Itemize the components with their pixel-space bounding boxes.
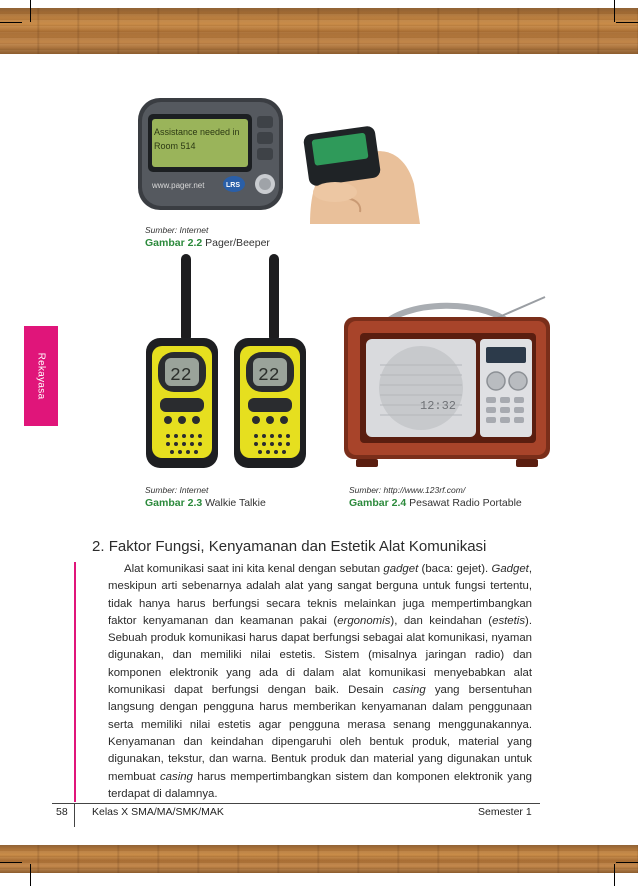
figure-2-3-caption (145, 497, 266, 509)
pager-photo (130, 92, 420, 224)
crop-mark (30, 864, 31, 886)
figure-2-2-caption (145, 237, 270, 249)
pager-url: www.pager.net (152, 181, 205, 190)
section-number: 2. (92, 538, 105, 555)
section-heading (92, 538, 486, 555)
body-paragraph: Alat komunikasi saat ini kita kenal dengan sebutan gadget (baca: gejet). Gadget, meskipun arti sebenarnya adalah alat yang sangat berguna untuk fungsi tertentu, tidak hanya harus berfungsi secara teknis melainkan juga mempertimbangkan faktor kenyamanan dan keamanan pakai (ergonomis), dan keindahan (estetis). Sebuah produk komunikasi harus dapat berfungsi sebagai alat komunikasi, nyaman digunakan, dan memiliki nilai estetis. Sistem (misalnya jaringan radio) dan komponen elektronik yang ada di dalam alat komunikasi menyebabkan alat komunikasi dapat berfungsi dengan baik. Desain casing yang bersentuhan langsung dengan pengguna harus memberikan kenyamanan dalam penggunaan serta memiliki nilai estetis agar pengguna merasa senang menggunakannya. Kenyamanan dan keindahan dipengaruhi oleh bentuk produk, material yang digunakan, tekstur, dan warna. Bentuk produk dan material yang digunakan untuk membuat casing harus mempertimbangkan sistem dan komponen elektronik yang terdapat di dalamnya. (108, 563, 532, 800)
crop-mark (0, 22, 22, 23)
footer-divider (74, 803, 75, 827)
figure-2-2-number: Gambar 2.2 (145, 237, 203, 249)
footer-rule (52, 803, 540, 804)
side-tab-label: Rekayasa (35, 352, 47, 400)
figure-2-3-number: Gambar 2.3 (145, 497, 203, 509)
walkie-display-right: 22 (258, 366, 280, 386)
figure-2-2-title: Pager/Beeper (205, 237, 270, 249)
section-title: Faktor Fungsi, Kenyamanan dan Estetik Alat Komunikasi (108, 538, 487, 555)
figure-2-3-title: Walkie Talkie (205, 497, 266, 509)
footer-wood-bar (0, 845, 638, 873)
walkie-display-left: 22 (170, 366, 192, 386)
pager-screen-line1: Assistance needed in (154, 127, 240, 137)
margin-accent-line (74, 562, 76, 802)
crop-mark (0, 862, 22, 863)
figure-2-4-source: Sumber: http://www.123rf.com/ (349, 485, 466, 495)
crop-mark (614, 0, 615, 22)
radio-photo (340, 295, 555, 470)
header-wood-bar (0, 8, 638, 54)
figure-2-4-title: Pesawat Radio Portable (409, 497, 522, 509)
figure-2-2-source: Sumber: Internet (145, 225, 209, 235)
pager-screen-line2: Room 514 (154, 141, 196, 151)
radio-clock: 12:32 (420, 399, 457, 413)
crop-mark (30, 0, 31, 22)
crop-mark (614, 864, 615, 886)
book-title: Kelas X SMA/MA/SMK/MAK (92, 806, 224, 818)
pager-brand: LRS (226, 182, 240, 189)
walkie-talkie-photo (138, 250, 308, 474)
page-number: 58 (56, 806, 68, 818)
side-tab (24, 326, 58, 426)
crop-mark (616, 22, 638, 23)
crop-mark (616, 862, 638, 863)
figure-2-4-caption (349, 497, 522, 509)
figure-2-3-source: Sumber: Internet (145, 485, 209, 495)
semester-label: Semester 1 (478, 806, 532, 818)
figure-2-4-number: Gambar 2.4 (349, 497, 407, 509)
